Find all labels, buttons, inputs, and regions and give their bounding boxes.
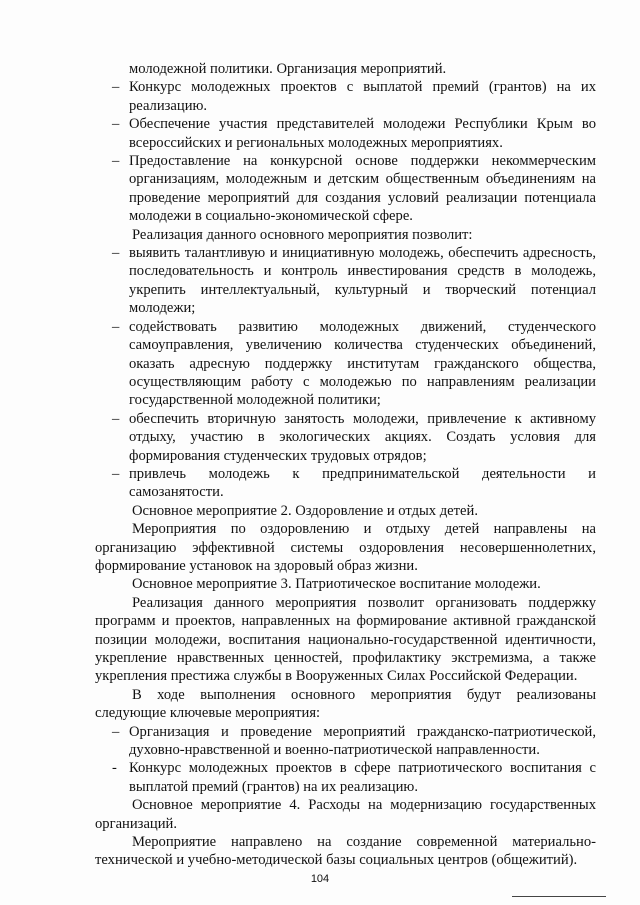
- list-item-text: содействовать развитию молодежных движений, студенческого самоуправления, увеличению количества студенческих объединений, оказать адресную поддержку институтам гражданского общества, осуществляющим работу с молодежью по направлениям реализации государственной молодежной политики;: [129, 318, 596, 409]
- list-item: [112, 152, 596, 226]
- dash-marker: –: [112, 410, 120, 427]
- paragraph: В ходе выполнения основного мероприятия будут реализованы следующие ключевые мероприятия:: [95, 686, 596, 722]
- section-heading: Основное мероприятие 3. Патриотическое воспитание молодежи.: [132, 576, 541, 593]
- section-heading: Основное мероприятие 4. Расходы на модернизацию государственных организаций.: [95, 797, 596, 832]
- paragraph: Реализация данного основного мероприятия позволит:: [132, 226, 473, 243]
- section-heading: Основное мероприятие 2. Оздоровление и отдых детей.: [132, 502, 478, 519]
- paragraph: Мероприятие направлено на создание современной материально-технической и учебно-методической базы социальных центров (общежитий).: [95, 834, 596, 869]
- dash-marker: –: [112, 318, 120, 335]
- list-item: [112, 410, 596, 465]
- dash-marker: –: [112, 153, 120, 170]
- dash-marker: –: [112, 116, 120, 133]
- dash-marker: –: [112, 79, 120, 96]
- list-item-text: Конкурс молодежных проектов с выплатой премий (грантов) на их реализацию.: [129, 79, 596, 114]
- list-item-text: обеспечить вторичную занятость молодежи, привлечение к активному отдыху, участию в экологических акциях. Создать условия для формирования студенческих трудовых отрядов;: [129, 410, 596, 464]
- list-item-text: привлечь молодежь к предпринимательской деятельности и самозанятости.: [129, 465, 596, 501]
- paragraph: Реализация данного мероприятия позволит организовать поддержку программ и проектов, направленных на формирование активной гражданской позиции молодежи, воспитания национально-государственной идентичности, укрепление нравственных ценностей, профилактику экстремизма, а также укрепления престижа службы в Вооруженных Силах Российской Федерации.: [95, 594, 596, 685]
- list-item: [112, 244, 596, 318]
- list-item: [112, 78, 596, 115]
- list-item: [112, 318, 596, 410]
- footer-rule: [512, 896, 606, 897]
- list-item: [112, 723, 596, 760]
- document-body: [95, 60, 596, 870]
- list-item-text: Обеспечение участия представителей молодежи Республики Крым во всероссийских и региональных молодежных мероприятиях.: [129, 116, 596, 151]
- page-number: 104: [310, 873, 330, 885]
- list-item: [112, 465, 596, 502]
- list-item-text: Предоставление на конкурсной основе поддержки некоммерческим организациям, молодежным и детским общественным объединениям на проведение мероприятий для создания условий реализации потенциала молодежи в социально-экономической сфере.: [129, 153, 596, 225]
- paragraph-continuation: молодежной политики. Организация мероприятий.: [129, 61, 447, 77]
- list-item: [112, 115, 596, 152]
- dash-marker: –: [112, 245, 120, 262]
- list-item-text: выявить талантливую и инициативную молодежь, обеспечить адресность, последовательность и контроль инвестирования средств в молодежь, укрепить интеллектуальный, культурный и творческий потенциал молодежи;: [129, 245, 596, 317]
- list-item: [112, 759, 596, 796]
- list-item-text: Организация и проведение мероприятий гражданско-патриотической, духовно-нравственной и военно-патриотической направленности.: [129, 723, 596, 759]
- dash-marker: –: [112, 465, 120, 482]
- paragraph: Мероприятия по оздоровлению и отдыху детей направлены на организацию эффективной системы оздоровления несовершеннолетних, формирование установок на здоровый образ жизни.: [95, 521, 596, 574]
- list-item-text: Конкурс молодежных проектов в сфере патриотического воспитания с выплатой премий (грантов) на их реализацию.: [129, 760, 596, 795]
- dash-marker: -: [112, 760, 117, 777]
- dash-marker: –: [112, 723, 120, 740]
